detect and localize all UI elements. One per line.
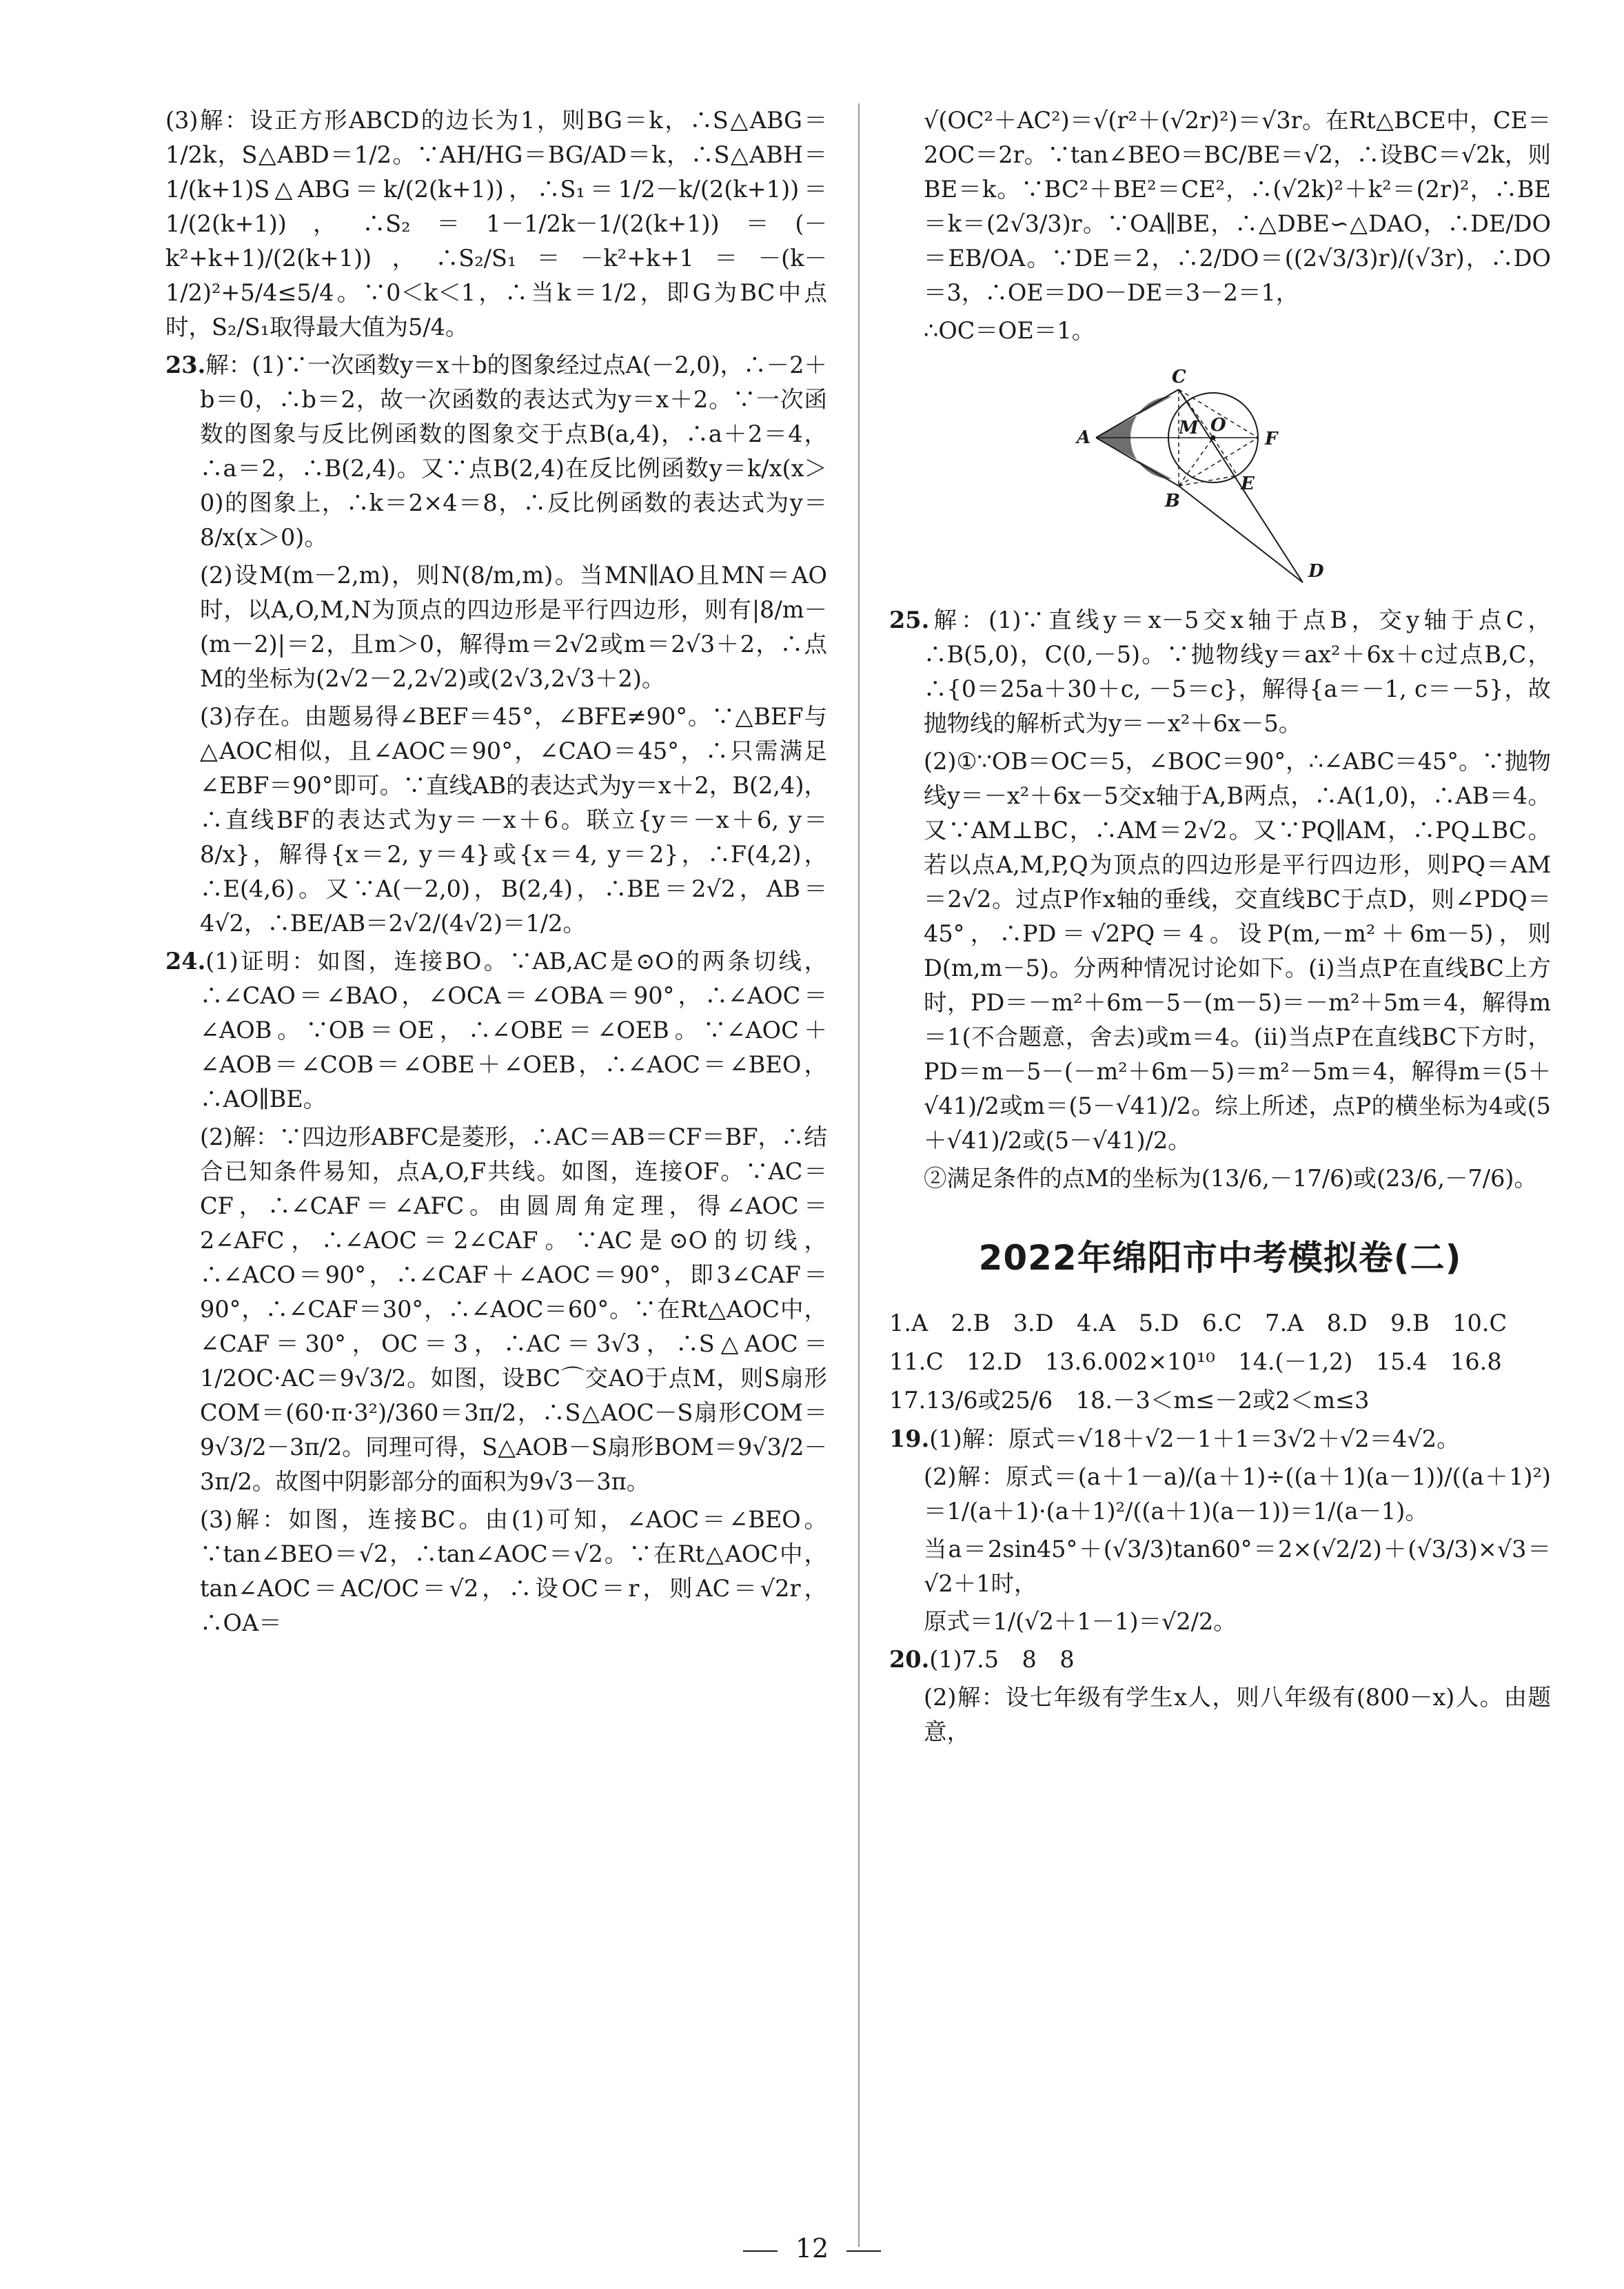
paragraph — [165, 348, 827, 555]
line-bd — [1179, 486, 1303, 582]
question-number: 24. — [165, 948, 206, 975]
left-column — [165, 103, 827, 1644]
paragraph: 当a＝2sin45°＋(√3/3)tan60°＝2×(√2/2)＋(√3/3)×√3＝√2＋1时， — [924, 1536, 1551, 1597]
paragraph: (2)设M(m－2,m)，则N(8/m,m)。当MN∥AO且MN＝AO时，以A,O,M,N为顶点的四边形是平行四边形，则有|8/m－(m－2)|＝2，且m＞0，解得m＝2√2或m＝2√3＋2，∴点M的坐标为(2√2－2,2√2)或(2√3,2√3＋2)。 — [200, 562, 827, 692]
paragraph: √(OC²＋AC²)＝√(r²＋(√2r)²)＝√3r。在Rt△BCE中，CE＝2OC＝2r。∵tan∠BEO＝BC/BE＝√2，∴设BC＝√2k，则BE＝k。∵BC²＋BE²＝CE²，∴(√2k)²＋k²＝(2r)²，∴BE＝k＝(2√3/3)r。∵OA∥BE，∴△DBE∽△DAO，∴DE/DO＝EB/OA。∵DE＝2，∴2/DO＝((2√3/3)r)/(√3r)，∴DO＝3，∴OE＝DO－DE＝3－2＝1， — [924, 107, 1551, 306]
page-number — [0, 2233, 1624, 2263]
label-e: E — [1241, 474, 1255, 494]
label-c: C — [1172, 367, 1186, 387]
paragraph: ②满足条件的点M的坐标为(13/6,－17/6)或(23/6,－7/6)。 — [924, 1165, 1537, 1192]
dash-right — [846, 2250, 881, 2252]
geometry-figure — [1075, 362, 1365, 589]
center-point — [1211, 436, 1216, 440]
column-divider — [858, 103, 860, 2247]
paragraph-text: (1)解：原式＝√18＋√2－1＋1＝3√2＋√2＝4√2。 — [929, 1425, 1460, 1452]
tangent-ab — [1096, 438, 1179, 486]
paragraph — [165, 944, 827, 1117]
paragraph-text: 解：(1)∵一次函数y＝x＋b的图象经过点A(－2,0)，∴－2＋b＝0，∴b＝2，故一次函数的表达式为y＝x＋2。∵一次函数的图象与反比例函数的图象交于点B(a,4)，∴a＋2＝4，∴a＝2，∴B(2,4)。又∵点B(2,4)在反比例函数y＝k/x(x＞0)的图象上，∴k＝2×4＝8，∴反比例函数的表达式为y＝8/x(x＞0)。 — [200, 352, 827, 551]
paragraph: (2)①∵OB＝OC＝5，∠BOC＝90°，∴∠ABC＝45°。∵抛物线y＝－x²＋6x－5交x轴于A,B两点，∴A(1,0)，∴AB＝4。又∵AM⊥BC，∴AM＝2√2。又∵PQ∥AM，∴PQ⊥BC。若以点A,M,P,Q为顶点的四边形是平行四边形，则PQ＝AM＝2√2。过点P作x轴的垂线，交直线BC于点D，则∠PDQ＝45°，∴PD＝√2PQ＝4。设P(m,－m²＋6m－5)，则D(m,m－5)。分两种情况讨论如下。(ⅰ)当点P在直线BC上方时，PD＝－m²＋6m－5－(m－5)＝－m²＋5m＝4，解得m＝1(不合题意，舍去)或m＝4。(ⅱ)当点P在直线BC下方时，PD＝m－5－(－m²＋6m－5)＝m²－5m＝4，解得m＝(5＋√41)/2或m＝(5－√41)/2。综上所述，点P的横坐标为4或(5＋√41)/2或(5－√41)/2。 — [924, 748, 1551, 1154]
dashed-oe — [1213, 438, 1237, 476]
paragraph: (3)解：如图，连接BC。由(1)可知，∠AOC＝∠BEO。∵tan∠BEO＝√2，∴tan∠AOC＝√2。∵在Rt△AOC中，tan∠AOC＝AC/OC＝√2，∴设OC＝r，则AC＝√2r，∴OA＝ — [200, 1506, 827, 1636]
label-a: A — [1077, 427, 1091, 448]
label-m: M — [1179, 418, 1199, 438]
answer-row: 1.A 2.B 3.D 4.A 5.D 6.C 7.A 8.D 9.B 10.C — [889, 1310, 1508, 1336]
label-b: B — [1165, 491, 1180, 511]
paragraph — [889, 603, 1551, 741]
question-number: 20. — [889, 1646, 930, 1673]
paragraph — [889, 1422, 1551, 1456]
answer-row: 11.C 12.D 13.6.002×10¹⁰ 14.(－1,2) 15.4 16.8 — [889, 1348, 1502, 1375]
question-number: 19. — [889, 1425, 930, 1452]
paragraph: ∴OC＝OE＝1。 — [924, 317, 1095, 344]
paragraph-text: 解：(1)∵直线y＝x－5交x轴于点B，交y轴于点C，∴B(5,0)，C(0,－5)。∵抛物线y＝ax²＋6x＋c过点B,C，∴{0＝25a＋30＋c, －5＝c}，解得{a＝－1, c＝－5}，故抛物线的解析式为y＝－x²＋6x－5。 — [924, 607, 1551, 737]
paragraph: (2)解：设七年级有学生x人，则八年级有(800－x)人。由题意， — [924, 1684, 1551, 1745]
tangent-ac — [1096, 389, 1179, 438]
answer-row: 17.13/6或25/6 18.－3＜m≤－2或2＜m≤3 — [889, 1387, 1370, 1414]
dash-left — [743, 2250, 778, 2252]
section-title: 2022年绵阳市中考模拟卷(二) — [978, 1238, 1462, 1278]
paragraph: 原式＝1/(√2＋1－1)＝√2/2。 — [924, 1608, 1237, 1635]
question-number: 23. — [165, 352, 206, 378]
label-d: D — [1308, 561, 1324, 582]
paragraph: (2)解：∵四边形ABFC是菱形，∴AC＝AB＝CF＝BF，∴结合已知条件易知，点A,O,F共线。如图，连接OF。∵AC＝CF，∴∠CAF＝∠AFC。由圆周角定理，得∠AOC＝2∠AFC，∴∠AOC＝2∠CAF。∵AC是⊙O的切线，∴∠ACO＝90°，∴∠CAF＋∠AOC＝90°，即3∠CAF＝90°，∴∠CAF＝30°，∴∠AOC＝60°。∵在Rt△AOC中，∠CAF＝30°，OC＝3，∴AC＝3√3，∴S△AOC＝1/2OC·AC＝9√3/2。如图，设BC⌒交AO于点M，则S扇形COM＝(60·π·3²)/360＝3π/2，∴S△AOC－S扇形COM＝9√3/2－3π/2。同理可得，S△AOB－S扇形BOM＝9√3/2－3π/2。故图中阴影部分的面积为9√3－3π。 — [200, 1123, 828, 1495]
paragraph: (2)解：原式＝(a＋1－a)/(a＋1)÷((a＋1)(a－1))/((a＋1)²)＝1/(a＋1)·(a＋1)²/((a＋1)(a－1))＝1/(a－1)。 — [924, 1463, 1551, 1525]
paragraph-text: (1)证明：如图，连接BO。∵AB,AC是⊙O的两条切线，∴∠CAO＝∠BAO，∠OCA＝∠OBA＝90°，∴∠AOC＝∠AOB。∵OB＝OE，∴∠OBE＝∠OEB。∵∠AOC＋∠AOB＝∠COB＝∠OBE＋∠OEB，∴∠AOC＝∠BEO，∴AO∥BE。 — [200, 948, 827, 1112]
label-o: O — [1210, 415, 1226, 436]
question-number: 25. — [889, 607, 930, 633]
paragraph — [889, 1642, 1551, 1677]
page-number-text: 12 — [795, 2233, 829, 2263]
label-f: F — [1265, 429, 1278, 449]
right-column — [889, 103, 1551, 1753]
paragraph: (3)解：设正方形ABCD的边长为1，则BG＝k，∴S△ABG＝1/2k，S△ABD＝1/2。∵AH/HG＝BG/AD＝k，∴S△ABH＝1/(k+1)S△ABG＝k/(2(k+1))，∴S₁＝1/2－k/(2(k+1))＝1/(2(k+1))，∴S₂＝1－1/2k－1/(2(k+1))＝(－k²+k+1)/(2(k+1))，∴S₂/S₁＝－k²+k+1＝－(k－1/2)²+5/4≤5/4。∵0＜k＜1，∴当k＝1/2，即G为BC中点时，S₂/S₁取得最大值为5/4。 — [165, 107, 827, 340]
paragraph-text: (1)7.5 8 8 — [929, 1646, 1075, 1673]
paragraph: (3)存在。由题易得∠BEF＝45°，∠BFE≠90°。∵△BEF与△AOC相似，且∠AOC＝90°，∠CAO＝45°，∴只需满足∠EBF＝90°即可。∵直线AB的表达式为y＝x＋2，B(2,4)，∴直线BF的表达式为y＝－x＋6。联立{y＝－x＋6, y＝8/x}，解得{x＝2, y＝4}或{x＝4, y＝2}，∴F(4,2)，∴E(4,6)。又∵A(－2,0)，B(2,4)，∴BE＝2√2，AB＝4√2，∴BE/AB＝2√2/(4√2)＝1/2。 — [200, 703, 827, 937]
